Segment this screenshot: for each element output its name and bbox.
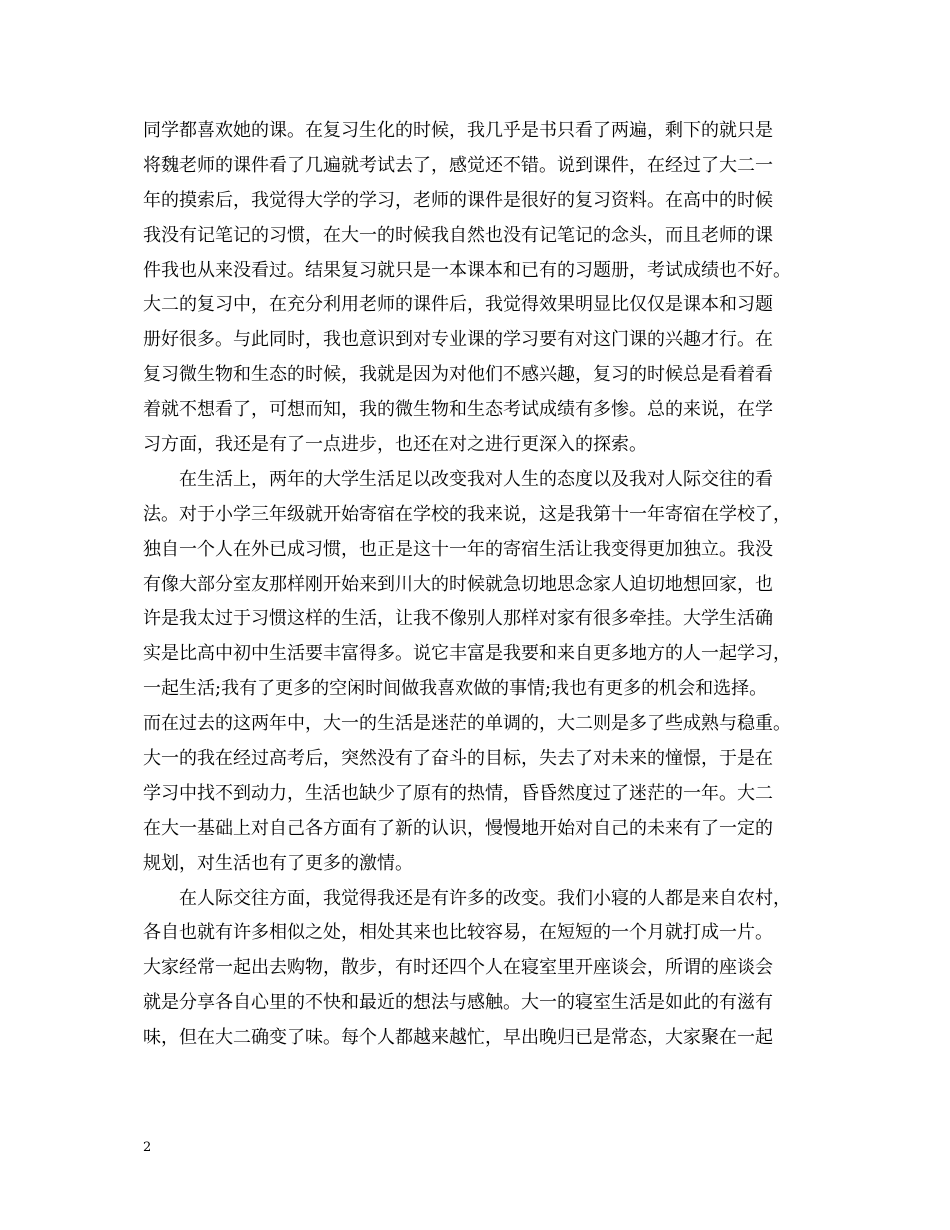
text-line: 许是我太过于习惯这样的生活，让我不像别人那样对家有很多牵挂。大学生活确	[143, 608, 773, 630]
text-line: 味，但在大二确变了味。每个人都越来越忙，早出晚归已是常态，大家聚在一起	[143, 1027, 773, 1049]
text-line: 着就不想看了，可想而知，我的微生物和生态考试成绩有多惨。总的来说，在学	[143, 399, 773, 421]
page-number: 2	[143, 1140, 152, 1155]
text-line: 就是分享各自心里的不快和最近的想法与感触。大一的寝室生活是如此的有滋有	[143, 992, 773, 1014]
text-line: 学习中找不到动力，生活也缺少了原有的热情，昏昏然度过了迷茫的一年。大二	[143, 782, 773, 804]
text-line: 同学都喜欢她的课。在复习生化的时候，我几乎是书只看了两遍，剩下的就只是	[143, 120, 773, 141]
text-line: 年的摸索后，我觉得大学的学习，老师的课件是很好的复习资料。在高中的时候	[143, 189, 773, 211]
body-text	[143, 114, 813, 1056]
text-line: 在生活上，两年的大学生活足以改变我对人生的态度以及我对人际交往的看	[143, 468, 773, 490]
text-line: 有像大部分室友那样刚开始来到川大的时候就急切地思念家人迫切地想回家，也	[143, 573, 773, 595]
text-line: 习方面，我还是有了一点进步，也还在对之进行更深入的探索。	[143, 434, 647, 456]
text-line: 册好很多。与此同时，我也意识到对专业课的学习要有对这门课的兴趣才行。在	[143, 329, 773, 351]
text-line: 规划，对生活也有了更多的激情。	[143, 852, 413, 874]
text-line: 件我也从来没看过。结果复习就只是一本课本和已有的习题册，考试成绩也不好。	[143, 259, 791, 281]
text-line: 在人际交往方面，我觉得我还是有许多的改变。我们小寝的人都是来自农村，	[143, 887, 791, 909]
text-line: 法。对于小学三年级就开始寄宿在学校的我来说，这是我第十一年寄宿在学校了，	[143, 503, 791, 525]
text-line: 大一的我在经过高考后，突然没有了奋斗的目标，失去了对未来的憧憬，于是在	[143, 748, 773, 770]
text-line: 各自也就有许多相似之处，相处其来也比较容易，在短短的一个月就打成一片。	[143, 922, 773, 944]
text-line: 大二的复习中，在充分利用老师的课件后，我觉得效果明显比仅仅是课本和习题	[143, 294, 773, 316]
text-line: 大家经常一起出去购物，散步，有时还四个人在寝室里开座谈会，所谓的座谈会	[143, 957, 773, 979]
text-line: 在大一基础上对自己各方面有了新的认识，慢慢地开始对自己的未来有了一定的	[143, 817, 773, 839]
text-line: 将魏老师的课件看了几遍就考试去了，感觉还不错。说到课件，在经过了大二一	[143, 154, 773, 176]
text-line: 一起生活;我有了更多的空闲时间做我喜欢做的事情;我也有更多的机会和选择。	[143, 678, 768, 700]
text-line: 我没有记笔记的习惯，在大一的时候我自然也没有记笔记的念头，而且老师的课	[143, 224, 773, 246]
text-line: 独自一个人在外已成习惯，也正是这十一年的寄宿生活让我变得更加独立。我没	[143, 538, 773, 560]
text-line: 实是比高中初中生活要丰富得多。说它丰富是我要和来自更多地方的人一起学习，	[143, 643, 791, 665]
text-line: 而在过去的这两年中，大一的生活是迷茫的单调的，大二则是多了些成熟与稳重。	[143, 713, 791, 735]
text-line: 复习微生物和生态的时候，我就是因为对他们不感兴趣，复习的时候总是看着看	[143, 364, 773, 386]
